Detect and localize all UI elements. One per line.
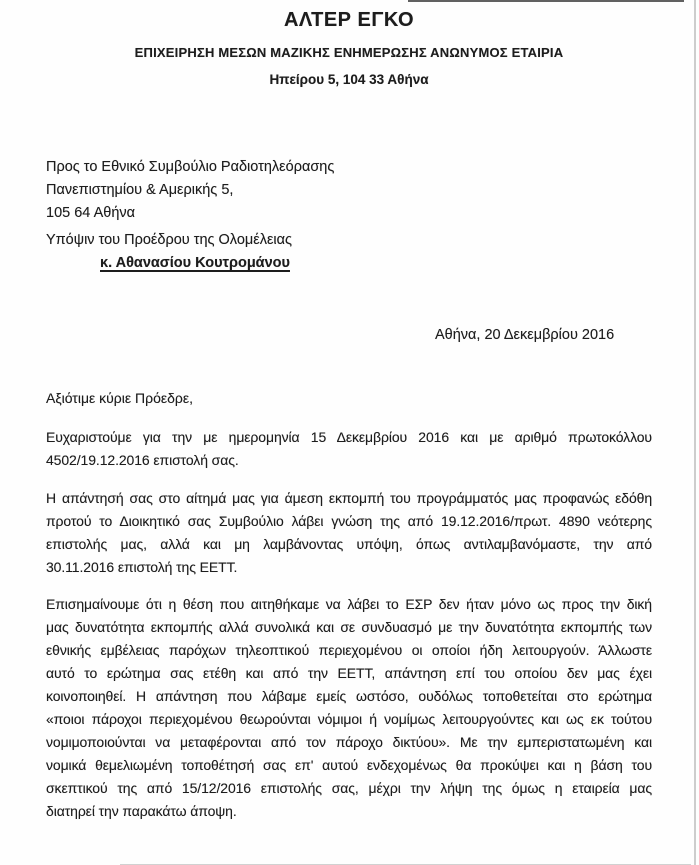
letterhead — [46, 0, 652, 100]
paragraph-2 — [46, 487, 652, 579]
date-line: Αθήνα, 20 Δεκεμβρίου 2016 — [435, 327, 615, 343]
paragraph-line: διατηρεί την παρακάτω άποψη. — [46, 803, 237, 819]
paragraph-line: προτού το Διοικητικό σας Συμβούλιο λάβει γνώση της από 19.12.2016/πρωτ. 4890 νεότερης — [46, 513, 652, 529]
scan-artifact-right-edge — [694, 0, 696, 865]
paragraph-line: νομιμοποιούνται να μεταφέρονται από τον πάροχο δικτύου». Με την εμπεριστατωμένη και — [46, 734, 652, 750]
attention-block — [46, 229, 292, 275]
recipient-block — [46, 156, 334, 225]
attention-name — [46, 252, 292, 275]
paragraph-1 — [46, 426, 652, 472]
recipient-line-3: 105 64 Αθήνα — [46, 205, 136, 221]
paragraph-line: Επισημαίνουμε ότι η θέση που αιτηθήκαμε να λάβει το ΕΣΡ δεν ήταν μόνο ως προς την δική — [46, 596, 652, 612]
paragraph-line: μας δυνατότητα εκπομπής αλλά συνολικά και σε συνδυασμό με την δυνατότητα εκπομπής των — [46, 619, 652, 635]
attention-name-text: κ. Αθανασίου Κουτρομάνου — [100, 255, 290, 271]
paragraph-line: «ποιοι πάροχοι περιεχομένου θεωρούνται νόμιμοι ή νομίμως λειτουργούντες και ως εκ τούτου — [46, 711, 652, 727]
recipient-line-2: Πανεπιστημίου & Αμερικής 5, — [46, 182, 234, 198]
salutation: Αξιότιμε κύριε Πρόεδρε, — [46, 390, 193, 406]
attention-line: Υπόψιν του Προέδρου της Ολομέλειας — [46, 232, 293, 248]
paragraph-3 — [46, 593, 652, 823]
paragraph-line: αυτό το ερώτημα σας ετέθη και από την ΕΕΤΤ, απάντηση επί του οποίου δεν μας έχει — [46, 665, 652, 681]
company-subtitle: ΕΠΙΧΕΙΡΗΣΗ ΜΕΣΩΝ ΜΑΖΙΚΗΣ ΕΝΗΜΕΡΩΣΗΣ ΑΝΩΝΥΜΟΣ ΕΤΑΙΡΙΑ — [134, 45, 564, 60]
paragraph-line: επιστολής μας, αλλά και μη λαμβάνοντας υπόψη, όπως αντιλαμβανόμαστε, την από — [46, 536, 652, 552]
paragraph-line: 30.11.2016 επιστολή της ΕΕΤΤ. — [46, 559, 238, 575]
company-name: ΑΛΤΕΡ ΕΓΚΟ — [283, 9, 415, 31]
paragraph-line: νομικά θεμελιωμένη τοποθέτησή σας επ' αυτού ενδεχομένως θα προκύψει και η βάση του — [46, 757, 652, 773]
paragraph-line: Ευχαριστούμε για την με ημερομηνία 15 Δεκεμβρίου 2016 και με αριθμό πρωτοκόλλου — [46, 429, 652, 445]
paragraph-line: Η απάντησή σας στο αίτημά μας για άμεση εκπομπή του προγράμματός μας προφανώς εδόθη — [46, 490, 652, 506]
paragraph-line: κοινοποιηθεί. Η απάντηση που λάβαμε εμείς ωστόσο, ουδόλως τοποθετείται στο ερώτημα — [46, 688, 652, 704]
recipient-line-1: Προς το Εθνικό Συμβούλιο Ραδιοτηλεόρασης — [46, 159, 335, 175]
paragraph-line: σκεπτικού της από 15/12/2016 επιστολής σας, μέχρι την λήψη της όμως η εταιρεία μας — [46, 780, 652, 796]
company-address: Ηπείρου 5, 104 33 Αθήνα — [269, 72, 429, 87]
paragraph-line: 4502/19.12.2016 επιστολή σας. — [46, 452, 239, 468]
paragraph-line: εθνικής εμβέλειας παρόχων τηλεοπτικού περιεχομένου οι οποίοι ήδη λειτουργούν. Άλλωστε — [46, 642, 652, 658]
